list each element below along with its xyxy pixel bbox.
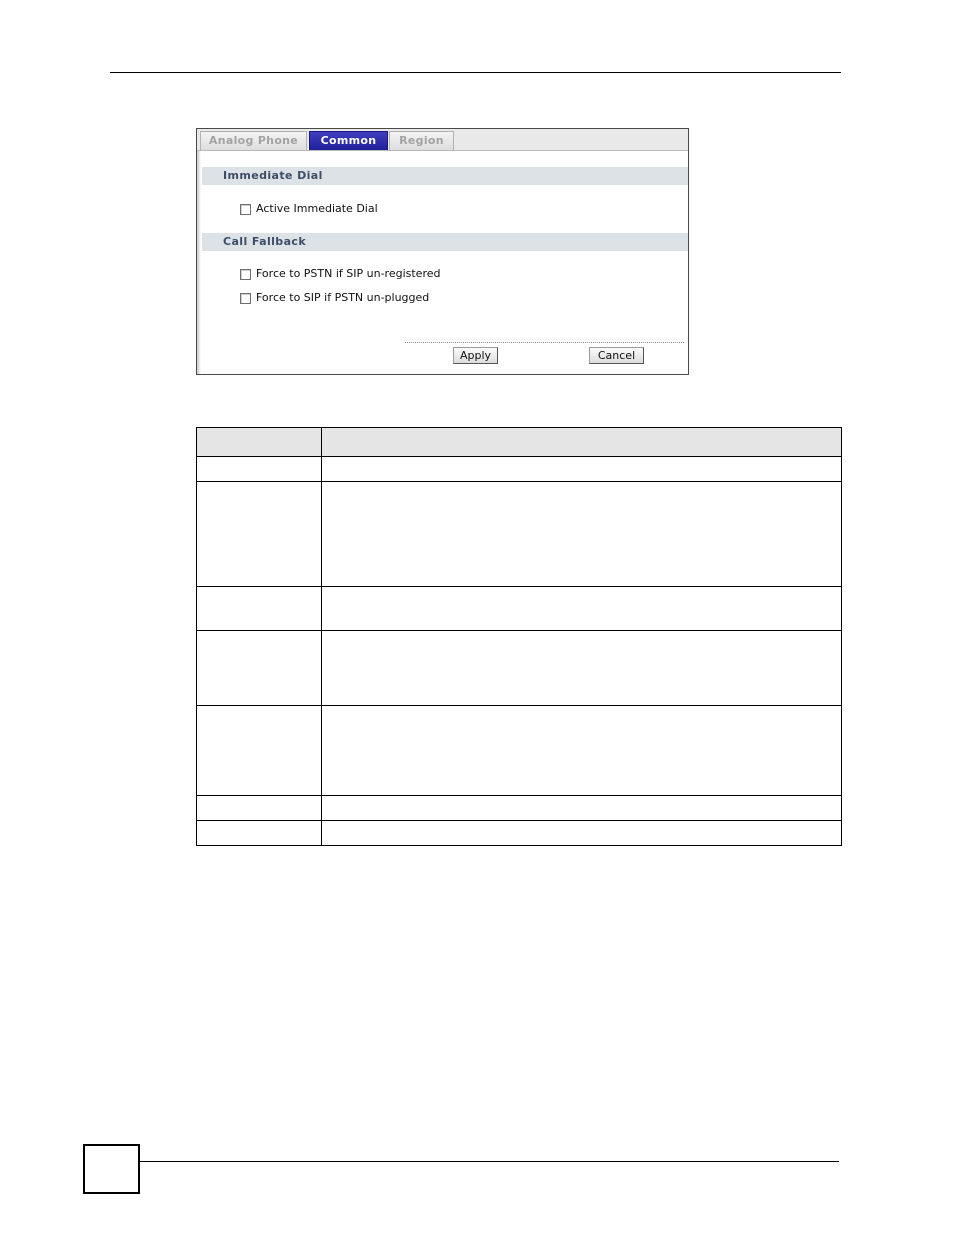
table-cell	[322, 587, 842, 631]
force-pstn-checkbox[interactable]	[240, 269, 251, 280]
force-sip-label: Force to SIP if PSTN un-plugged	[256, 291, 430, 304]
table-cell	[197, 706, 322, 796]
table-cell	[322, 457, 842, 482]
table-cell	[322, 706, 842, 796]
section-immediate-dial: Immediate Dial	[202, 167, 688, 185]
tab-analog-phone[interactable]: Analog Phone	[200, 131, 307, 150]
table-cell	[322, 482, 842, 587]
force-pstn-label: Force to PSTN if SIP un-registered	[256, 267, 441, 280]
force-sip-checkbox[interactable]	[240, 293, 251, 304]
apply-button[interactable]: Apply	[453, 347, 498, 364]
table-cell	[197, 587, 322, 631]
table-row	[197, 457, 842, 482]
option-active-immediate-dial[interactable]	[240, 202, 378, 216]
table-header-cell	[322, 428, 842, 457]
table-row	[197, 821, 842, 846]
table-header-row	[197, 428, 842, 457]
table-cell	[322, 631, 842, 706]
tab-region[interactable]: Region	[389, 131, 454, 150]
button-divider	[405, 342, 684, 343]
table-cell	[197, 631, 322, 706]
table-row	[197, 631, 842, 706]
option-force-pstn[interactable]	[240, 267, 440, 281]
panel-edge-shadow	[197, 151, 201, 374]
table-row	[197, 706, 842, 796]
voip-common-panel	[196, 128, 689, 375]
footer-rule	[140, 1161, 839, 1162]
table-cell	[322, 821, 842, 846]
option-force-sip[interactable]	[240, 291, 429, 305]
tab-common[interactable]: Common	[309, 131, 388, 150]
active-immediate-dial-label: Active Immediate Dial	[256, 202, 378, 215]
table-cell	[322, 796, 842, 821]
table-row	[197, 587, 842, 631]
table-cell	[197, 482, 322, 587]
page-number-box	[83, 1144, 140, 1194]
active-immediate-dial-checkbox[interactable]	[240, 204, 251, 215]
field-description-table	[196, 427, 842, 846]
cancel-button[interactable]: Cancel	[589, 347, 644, 364]
section-call-fallback: Call Fallback	[202, 233, 688, 251]
header-rule	[110, 72, 841, 73]
table-row	[197, 796, 842, 821]
table-row	[197, 482, 842, 587]
tab-bar	[197, 129, 688, 151]
table-cell	[197, 796, 322, 821]
table-cell	[197, 821, 322, 846]
table-header-cell	[197, 428, 322, 457]
table-cell	[197, 457, 322, 482]
